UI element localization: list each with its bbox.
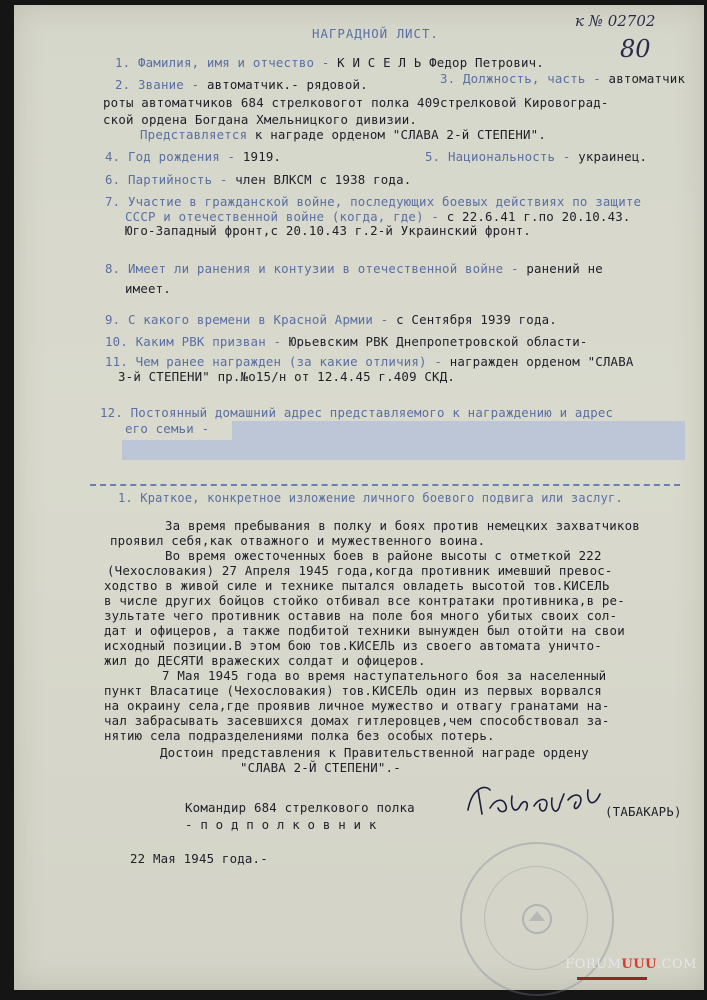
emblem-icon <box>517 899 557 939</box>
watermark-underline <box>577 977 647 980</box>
item-11-value-cont: 3-й СТЕПЕНИ" пр.№о15/н от 12.4.45 г.409 СКД. <box>118 369 456 384</box>
item-4-value: 1919. <box>242 149 282 164</box>
item-10 <box>105 335 588 349</box>
item-9 <box>105 313 557 327</box>
item-12-label-cont: его семьи - <box>125 421 210 436</box>
narrative-line: исходный позиции.В этом бою тов.КИСЕЛЬ из своего автомата уничто- <box>104 638 602 653</box>
narrative-line: на окраину села,где проявив личное мужество и отвагу гранатами на- <box>104 698 610 713</box>
item-6-label: 6. Партийность - <box>105 172 228 187</box>
narrative-line: зультате чего противник оставив на поле боя много убитых своих сол- <box>104 608 618 623</box>
section-label: 1. Краткое, конкретное изложение личного боевого подвига или заслуг. <box>118 491 623 505</box>
narrative-line: пункт Власатице (Чехословакия) тов.КИСЕЛЬ один из первых ворвался <box>104 683 602 698</box>
item-11 <box>105 355 634 369</box>
signatory-name: (ТАБАКАРЬ) <box>605 804 682 819</box>
narrative-line: Достоин представления к Правительственной награде ордену <box>160 745 589 760</box>
item-10-label: 10. Каким РВК призван - <box>105 334 282 349</box>
item-3-value: автоматчик <box>608 71 686 86</box>
item-9-label: 9. С какого времени в Красной Армии - <box>105 312 389 327</box>
narrative-line: "СЛАВА 2-Й СТЕПЕНИ".- <box>240 760 401 775</box>
item-2-label: 2. Звание - <box>115 77 200 92</box>
item-4 <box>105 150 281 164</box>
forum-watermark <box>565 957 697 972</box>
narrative-line: дат и офицеров, а также подбитой техники вынужден был отойти на свои <box>104 623 625 638</box>
nomination <box>140 128 546 142</box>
item-7-value-cont: Юго-Западный фронт,с 20.10.43 г.2-й Украинский фронт. <box>125 223 531 238</box>
item-5-label: 5. Национальность - <box>425 149 571 164</box>
item-12-label: 12. Постоянный домашний адрес представляемого к награждению и адрес <box>100 405 614 420</box>
document-date: 22 Мая 1945 года.- <box>130 851 268 866</box>
nomination-label: Представляется <box>140 127 248 142</box>
item-6-value: член ВЛКСМ с 1938 года. <box>235 172 412 187</box>
item-7 <box>125 210 631 224</box>
nomination-value: к награде орденом "СЛАВА 2-й СТЕПЕНИ". <box>254 127 546 142</box>
narrative-line: (Чехословакия) 27 Апреля 1945 года,когда противник имевший превос- <box>107 563 613 578</box>
page-number: 80 <box>620 35 651 63</box>
item-6 <box>105 173 411 187</box>
section-divider <box>90 484 680 486</box>
item-3-cont-1: роты автоматчиков 684 стрелковогот полка 409стрелковой Кировоград- <box>103 95 609 110</box>
narrative-line: в числе других бойцов стойко отбивал все контратаки противника,в ре- <box>104 593 625 608</box>
archive-number: к № 02702 <box>575 12 656 30</box>
item-11-label: 11. Чем ранее награжден (за какие отличия) - <box>105 354 443 369</box>
item-8 <box>105 262 603 276</box>
item-7-value: с 22.6.41 г.по 20.10.43. <box>446 209 631 224</box>
item-1-label: 1. Фамилия, имя и отчество - <box>115 55 330 70</box>
redacted-address-2 <box>122 440 685 460</box>
item-5-value: украинец. <box>578 149 648 164</box>
item-3 <box>440 72 685 86</box>
item-7-label-cont: СССР и отечественной войне (когда, где) - <box>125 209 440 224</box>
narrative-line: Во время ожесточенных боев в районе высоты с отметкой 222 <box>165 548 602 563</box>
item-4-label: 4. Год рождения - <box>105 149 236 164</box>
item-2-value: автоматчик.- рядовой. <box>206 77 368 92</box>
item-9-value: с Сентября 1939 года. <box>396 312 557 327</box>
commander-signature <box>460 780 610 825</box>
commander-rank: - п о д п о л к о в н и к <box>185 817 377 832</box>
watermark-part-b: UUU <box>621 957 657 972</box>
narrative-line: чал забрасывать засевшихся домах гитлеровцев,чем способствовал за- <box>104 713 610 728</box>
redacted-address-1 <box>232 421 685 440</box>
narrative-line: жил до ДЕСЯТИ вражеских солдат и офицеров. <box>104 653 426 668</box>
narrative-line: нятию села подразделениями полка без особых потерь. <box>104 728 495 743</box>
narrative-line: 7 Мая 1945 года во время наступательного боя за населенный <box>162 668 607 683</box>
item-1 <box>115 56 544 70</box>
narrative-line: проявил себя,как отважного и мужественного воина. <box>110 533 486 548</box>
item-5 <box>425 150 647 164</box>
watermark-part-c: .COM <box>656 957 697 972</box>
item-7-label: 7. Участие в гражданской войне, последующих боевых действиях по защите <box>105 194 642 209</box>
item-11-value: награжден орденом "СЛАВА <box>449 354 634 369</box>
commander-title: Командир 684 стрелкового полка <box>185 800 415 815</box>
form-title: НАГРАДНОЙ ЛИСТ. <box>312 26 439 41</box>
item-3-cont-2: ской ордена Богдана Хмельницкого дивизии. <box>103 112 418 127</box>
item-8-value-cont: имеет. <box>125 281 171 296</box>
item-3-label: 3. Должность, часть - <box>440 71 601 86</box>
item-2 <box>115 78 368 92</box>
item-1-value: К И С Е Л Ь Федор Петрович. <box>337 55 544 70</box>
watermark-part-a: FORUM <box>565 957 622 972</box>
unit-stamp <box>460 842 614 996</box>
item-8-value: ранений не <box>526 261 603 276</box>
narrative-line: За время пребывания в полку и боях против немецких захватчиков <box>165 518 640 533</box>
item-10-value: Юрьевским РВК Днепропетровской области- <box>288 334 588 349</box>
narrative-line: ходство в живой силе и технике пытался овладеть высотой тов.КИСЕЛЬ <box>104 578 610 593</box>
item-8-label: 8. Имеет ли ранения и контузии в отечественной войне - <box>105 261 519 276</box>
